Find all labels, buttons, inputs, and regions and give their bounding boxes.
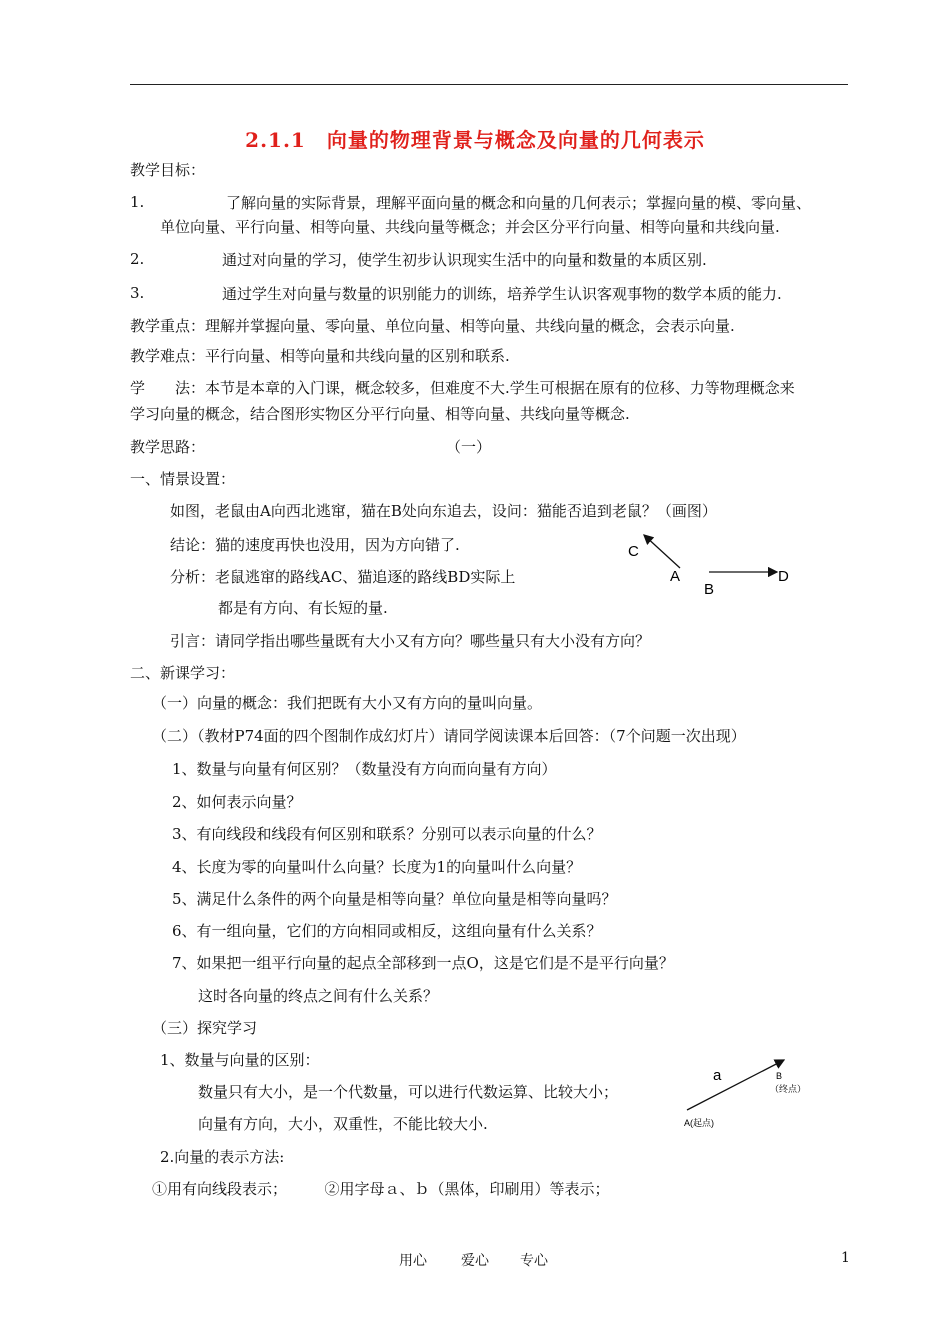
section1-line-4: 都是有方向、有长短的量. xyxy=(218,599,388,617)
question-7: 7、如果把一组平行向量的起点全部移到一点O，这是它们是不是平行向量？ xyxy=(172,954,674,972)
method-line-2: 学习向量的概念，结合图形实物区分平行向量、相等向量、共线向量等概念. xyxy=(130,405,630,423)
section2-heading: 二、新课学习： xyxy=(130,664,236,682)
goal-2-number: 2. xyxy=(130,250,145,268)
question-4: 4、长度为零的向量叫什么向量？长度为1的向量叫什么向量？ xyxy=(172,858,582,876)
goal-1-number: 1. xyxy=(130,193,145,211)
goal-3-number: 3. xyxy=(130,284,145,302)
difficulty: 教学难点：平行向量、相等向量和共线向量的区别和联系. xyxy=(130,347,510,365)
footer-word-3: 专心 xyxy=(520,1253,548,1269)
cat-mouse-figure xyxy=(620,528,810,600)
label-c: C xyxy=(628,543,639,560)
explore-heading: （三）探究学习 xyxy=(152,1019,258,1037)
question-5: 5、满足什么条件的两个向量是相等向量？单位向量是相等向量吗？ xyxy=(172,890,617,908)
label-a: A xyxy=(670,568,681,585)
label-vector-a: a xyxy=(713,1067,722,1084)
goal-2-line: 通过对向量的学习，使学生初步认识现实生活中的向量和数量的本质区别. xyxy=(222,251,707,269)
repr-heading: 2.向量的表示方法: xyxy=(160,1148,285,1166)
repr-line: ①用有向线段表示； ②用字母ａ、ｂ（黑体，印刷用）等表示； xyxy=(152,1180,610,1198)
method-line-1: 学 法：本节是本章的入门课，概念较多，但难度不大.学生可根据在原有的位移、力等物理概念来 xyxy=(130,379,795,397)
section1-line-2: 结论：猫的速度再快也没用，因为方向错了. xyxy=(170,536,460,554)
goals-heading: 教学目标： xyxy=(130,161,206,179)
diff-line-2: 向量有方向，大小，双重性，不能比较大小. xyxy=(198,1115,488,1133)
thinking-part: （一） xyxy=(446,438,492,456)
page-title: 2.1.1 向量的物理背景与概念及向量的几何表示 xyxy=(245,128,705,152)
diff-line-1: 数量只有大小，是一个代数量，可以进行代数运算、比较大小； xyxy=(198,1083,619,1101)
question-2: 2、如何表示向量？ xyxy=(172,793,302,811)
goal-3-line: 通过学生对向量与数量的识别能力的训练，培养学生认识客观事物的数学本质的能力. xyxy=(222,285,782,303)
question-6: 6、有一组向量，它们的方向相同或相反，这组向量有什么关系？ xyxy=(172,922,602,940)
section1-heading: 一、情景设置： xyxy=(130,470,236,488)
label-start-point: A(起点) xyxy=(684,1118,714,1128)
thinking-label: 教学思路： xyxy=(130,438,206,456)
label-end-point: （终点） xyxy=(770,1084,807,1094)
vector-ac xyxy=(644,535,680,568)
header-rule xyxy=(130,84,848,85)
question-7-continued: 这时各向量的终点之间有什么关系？ xyxy=(198,987,439,1005)
key-point: 教学重点：理解并掌握向量、零向量、单位向量、相等向量、共线向量的概念，会表示向量. xyxy=(130,317,735,335)
vector-ab-figure xyxy=(680,1052,820,1134)
label-b: B xyxy=(704,581,715,598)
goal-1-line-2: 单位向量、平行向量、相等向量、共线向量等概念；并会区分平行向量、相等向量和共线向量. xyxy=(160,218,780,236)
goal-1-line-1: 了解向量的实际背景，理解平面向量的概念和向量的几何表示；掌握向量的模、零向量、 xyxy=(226,194,812,212)
section1-line-1: 如图，老鼠由A向西北逃窜，猫在B处向东追去，设问：猫能否追到老鼠？（画图） xyxy=(170,502,717,520)
concept-line: （一）向量的概念：我们把既有大小又有方向的量叫向量。 xyxy=(152,694,543,712)
question-1: 1、数量与向量有何区别？（数量没有方向而向量有方向） xyxy=(172,760,557,778)
label-d: D xyxy=(778,568,789,585)
question-3: 3、有向线段和线段有何区别和联系？分别可以表示向量的什么？ xyxy=(172,825,602,843)
label-point-b: B xyxy=(776,1071,783,1081)
footer-word-2: 爱心 xyxy=(461,1253,489,1269)
reading-line: （二）（教材P74面的四个图制作成幻灯片）请同学阅读课本后回答：（7个问题一次出现） xyxy=(152,727,746,745)
page-number: 1 xyxy=(841,1250,850,1266)
diff-heading: 1、数量与向量的区别： xyxy=(160,1051,320,1069)
footer-word-1: 用心 xyxy=(399,1253,427,1269)
section1-line-3: 分析：老鼠逃窜的路线AC、猫追逐的路线BD实际上 xyxy=(170,568,516,586)
section1-line-5: 引言：请同学指出哪些量既有大小又有方向？哪些量只有大小没有方向？ xyxy=(170,632,651,650)
